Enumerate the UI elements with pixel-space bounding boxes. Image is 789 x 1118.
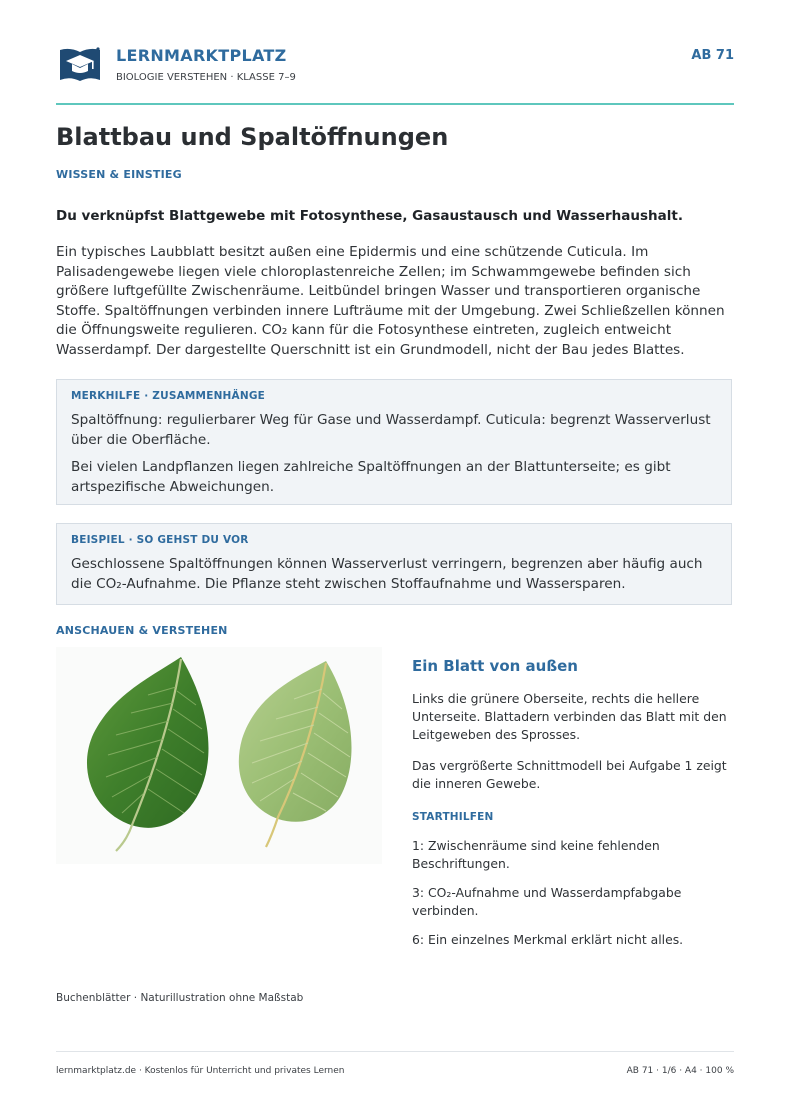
merkhilfe-text-2: Bei vielen Landpflanzen liegen zahlreiche Spaltöffnungen an der Blattunterseite; es gibt artspezifische Abweichungen. <box>71 459 671 495</box>
side-text-1: Links die grünere Oberseite, rechts die hellere Unterseite. Blattadern verbinden das Blatt mit den Leitgeweben des Sprosses. <box>412 691 727 742</box>
tip-item: 1: Zwischenräume sind keine fehlenden Beschriftungen. <box>412 838 660 871</box>
leaf-under-side <box>239 661 352 847</box>
brand-name: LERNMARKTPLATZ <box>116 46 287 65</box>
side-panel <box>412 657 742 960</box>
graduation-cap-icon <box>58 46 102 82</box>
section-label-wissen: WISSEN & EINSTIEG <box>56 168 182 181</box>
merkhilfe-text-1: Spaltöffnung: regulierbarer Weg für Gase und Wasserdampf. Cuticula: begrenzt Wasserverlust über die Oberfläche. <box>71 412 711 448</box>
footer-page-info: AB 71 · 1/6 · A4 · 100 % <box>626 1066 734 1076</box>
tips-label: STARTHILFEN <box>412 811 494 823</box>
figure-caption: Buchenblätter · Naturillustration ohne Maßstab <box>56 992 304 1004</box>
beech-leaves-image <box>56 647 382 864</box>
leaf-upper-side <box>87 657 209 851</box>
intro-text: Ein typisches Laubblatt besitzt außen eine Epidermis und eine schützende Cuticula. Im Palisadengewebe liegen viele chloroplastenreiche Zellen; im Schwammgewebe befinden sich größere luftgefüllte Zwischenräume. Leitbündel bringen Wasser und transportieren organische Stoffe. Spaltöffnungen verbinden innere Lufträume mit der Umgebung. Zwei Schließzellen können die Öffnungsweite regulieren. CO₂ kann für die Fotosynthese eintreten, zugleich entweicht Wasserdampf. Der dargestellte Querschnitt ist ein Grundmodell, nicht der Bau jedes Blattes. <box>56 244 725 358</box>
tip-item: 6: Ein einzelnes Merkmal erklärt nicht alles. <box>412 932 684 947</box>
tip-item: 3: CO₂-Aufnahme und Wasserdampfabgabe verbinden. <box>412 885 682 918</box>
page-header <box>56 44 734 94</box>
side-title: Ein Blatt von außen <box>412 657 578 675</box>
worksheet-page <box>56 0 734 1118</box>
header-divider <box>56 103 734 105</box>
beispiel-text: Geschlossene Spaltöffnungen können Wasserverlust verringern, begrenzen aber häufig auch die CO₂-Aufnahme. Die Pflanze steht zwischen Stoffaufnahme und Wassersparen. <box>71 556 703 592</box>
merkhilfe-box <box>56 379 732 505</box>
section-label-anschauen: ANSCHAUEN & VERSTEHEN <box>56 624 228 637</box>
merkhilfe-label: MERKHILFE · ZUSAMMENHÄNGE <box>71 390 266 402</box>
beispiel-box <box>56 523 732 605</box>
leaf-illustration <box>56 647 382 864</box>
footer-source: lernmarktplatz.de · Kostenlos für Unterricht und privates Lernen <box>56 1066 345 1076</box>
brand-subtitle: BIOLOGIE VERSTEHEN · KLASSE 7–9 <box>116 72 296 83</box>
side-text-2: Das vergrößerte Schnittmodell bei Aufgabe 1 zeigt die inneren Gewebe. <box>412 758 727 791</box>
learning-goal: Du verknüpfst Blattgewebe mit Fotosynthese, Gasaustausch und Wasserhaushalt. <box>56 208 683 224</box>
footer-divider <box>56 1051 734 1052</box>
sheet-number: AB 71 <box>691 48 734 63</box>
page-title: Blattbau und Spaltöffnungen <box>56 123 449 151</box>
beispiel-label: BEISPIEL · SO GEHST DU VOR <box>71 534 249 546</box>
